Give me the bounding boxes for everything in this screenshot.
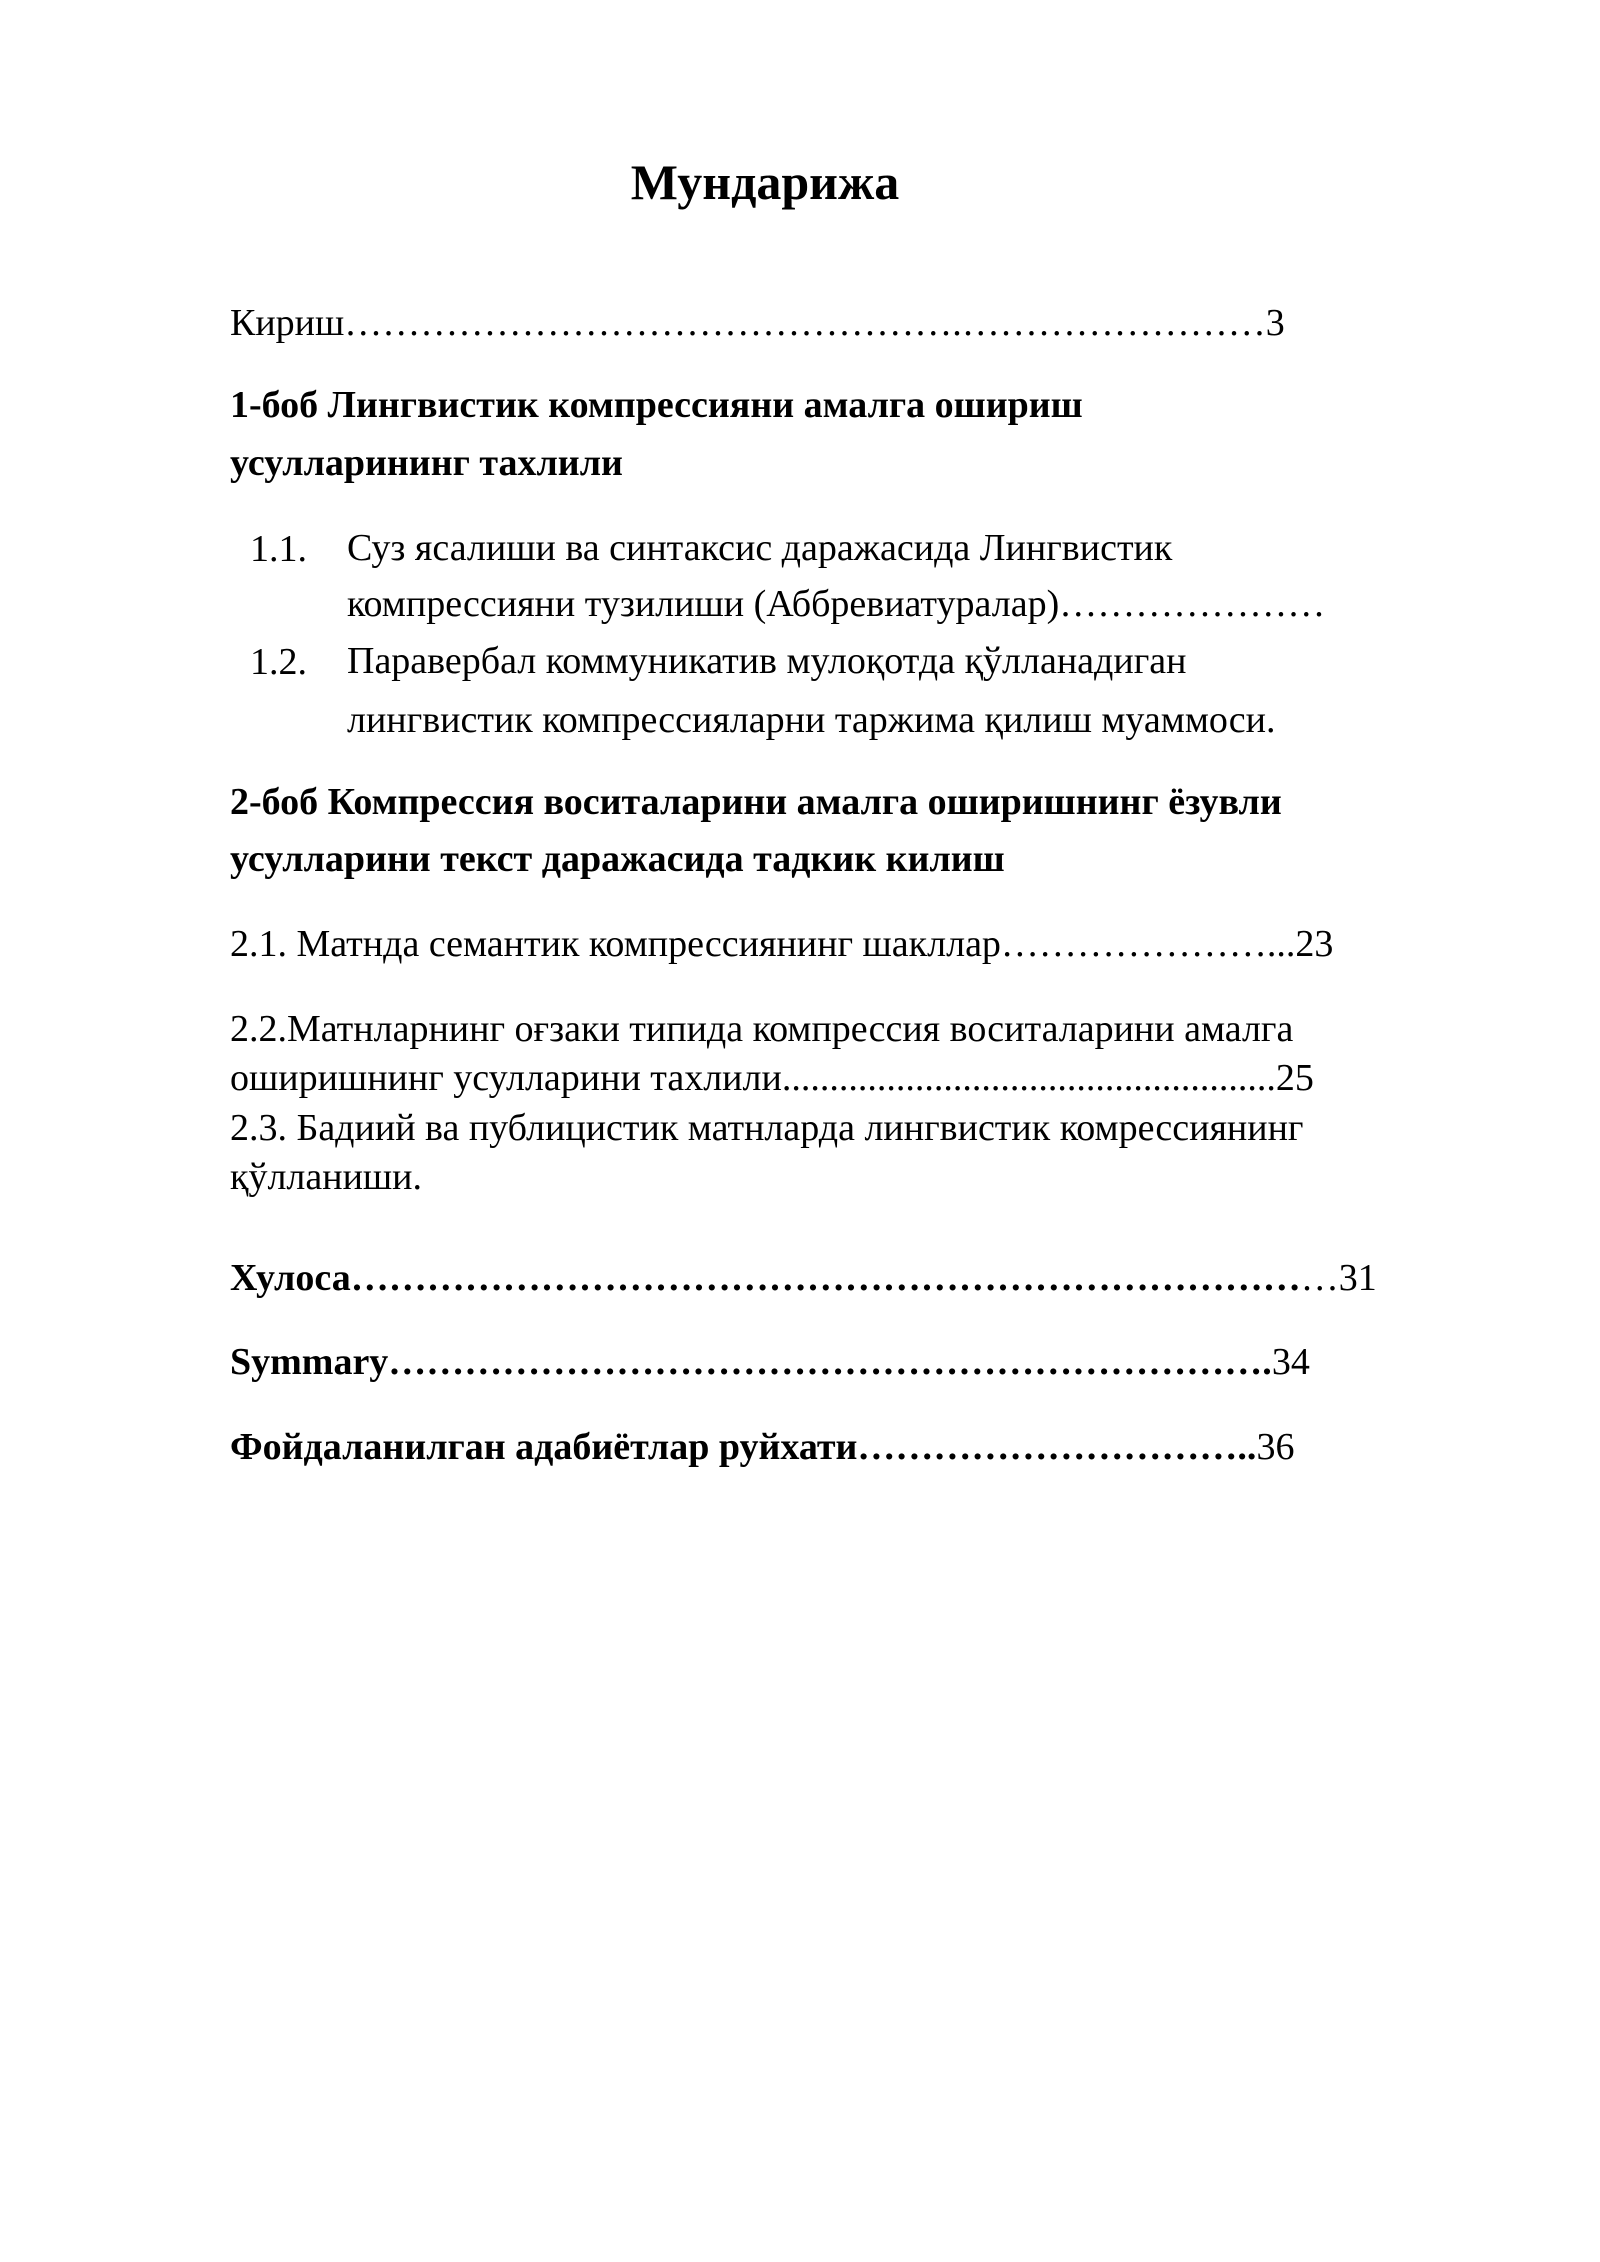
page-title: Мундарижа bbox=[630, 154, 900, 210]
toc-references-label: Фойдаланилган адабиётлар руйхати………………………….. bbox=[230, 1426, 1257, 1468]
toc-section-2-2-line1: 2.2.Матнларнинг оғзаки типида компрессия воситаларини амалга bbox=[230, 1008, 1294, 1050]
toc-section-1-1-line2: компрессияни тузилиши (Аббревиатуралар)………………… bbox=[347, 583, 1326, 625]
toc-intro: Кириш………………………………………….……………………3 bbox=[230, 302, 1285, 344]
toc-summary-page: 34 bbox=[1271, 1341, 1310, 1383]
toc-section-1-2-number: 1.2. bbox=[250, 641, 307, 683]
toc-summary bbox=[230, 1337, 1310, 1387]
toc-summary-label: Symmary……………………………………………………………. bbox=[230, 1341, 1272, 1383]
toc-chapter1-line1: 1-боб Лингвистик компрессияни амалга ошириш bbox=[230, 384, 1083, 426]
toc-references bbox=[230, 1422, 1294, 1472]
toc-conclusion-label: Хулоса………………………………………………………………… bbox=[230, 1257, 1301, 1299]
toc-section-2-2-line2: оширишнинг усулларини тахлили....................................................25 bbox=[230, 1057, 1314, 1099]
toc-chapter2-line2: усулларини текст даражасида тадкик килиш bbox=[230, 838, 1005, 880]
toc-chapter1-line2: усулларининг тахлили bbox=[230, 442, 623, 484]
toc-section-1-1-line1: Суз ясалиши ва синтаксис даражасида Лингвистик bbox=[347, 527, 1173, 569]
toc-conclusion-page: …31 bbox=[1300, 1257, 1377, 1299]
toc-section-2-1: 2.1. Матнда семантик компрессиянинг шакллар…………………...23 bbox=[230, 923, 1334, 965]
toc-section-2-3-line1: 2.3. Бадиий ва публицистик матнларда лингвистик комрессиянинг bbox=[230, 1107, 1304, 1149]
toc-section-1-2-line2: лингвистик компрессияларни таржима қилиш муаммоси. bbox=[347, 699, 1276, 741]
toc-conclusion bbox=[230, 1253, 1377, 1303]
toc-section-1-1-number: 1.1. bbox=[250, 528, 307, 570]
toc-chapter2-line1: 2-боб Компрессия воситаларини амалга оширишнинг ёзувли bbox=[230, 781, 1282, 823]
toc-section-1-2-line1: Паравербал коммуникатив мулоқотда қўлланадиган bbox=[347, 640, 1187, 682]
toc-section-2-3-line2: қўлланиши. bbox=[230, 1156, 423, 1198]
toc-references-page: 36 bbox=[1256, 1426, 1295, 1468]
